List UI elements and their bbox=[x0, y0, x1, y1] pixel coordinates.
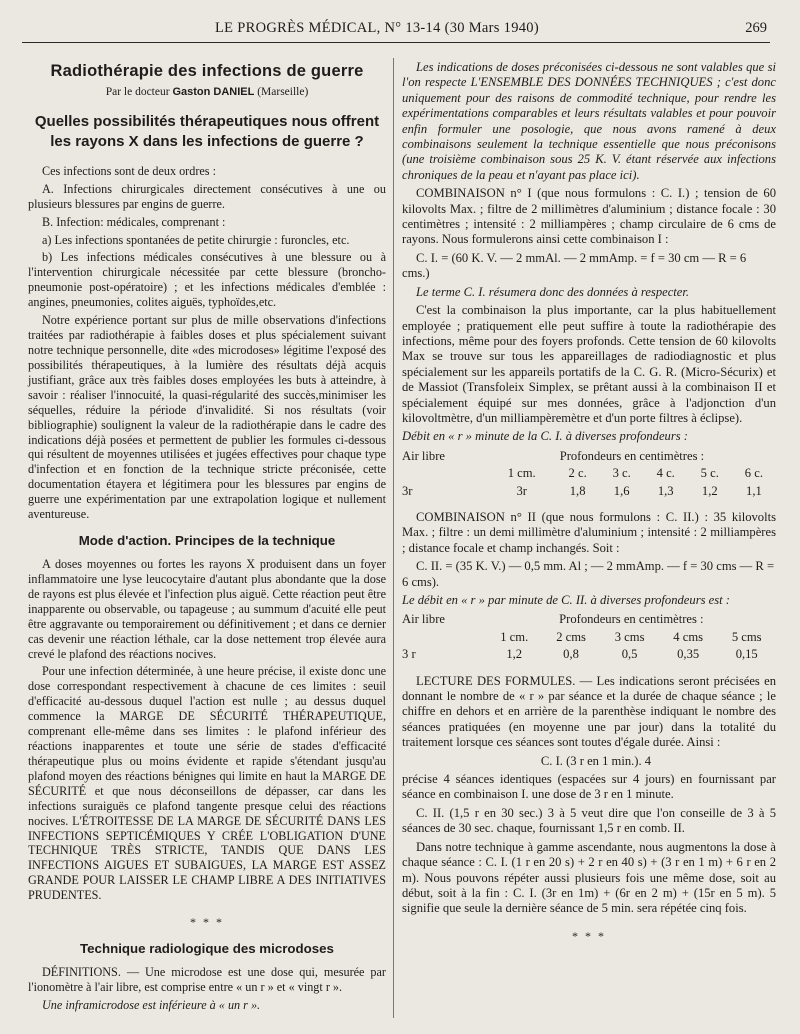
paragraph: LECTURE DES FORMULES. — Les indications seront précisées en donnant le nombre de « r » par séance et la durée de chaque séance ; le chiffre en dehors et en arrière de la parenthèse indiquant le nombre des séances pratiquées (en moyenne une par jour) dans la totalité du traitement lorsque ces séances sont toutes d'égale durée. Ainsi : bbox=[402, 673, 776, 750]
table-cell: 1,3 bbox=[657, 483, 674, 498]
author-affiliation: (Marseille) bbox=[257, 85, 309, 98]
paragraph: A. Infections chirurgicales directement consécutives à une ou plusieurs blessures par engins de guerre. bbox=[28, 181, 386, 211]
section-heading: Technique radiologique des microdoses bbox=[80, 941, 334, 957]
table-col-head: 3 cms bbox=[614, 629, 645, 644]
table-air-value: 3 r bbox=[402, 647, 416, 662]
right-column bbox=[402, 60, 776, 954]
paragraph: Dans notre technique à gamme ascendante, nous augmentons la dose à chaque séance : C. I. (1 r en 20 s) + 2 r en 40 s) + (3 r en 1 m) + 6 r en 2 m). Nous pouvons répéter aussi plusieurs fois une même dose, soit au début, soit à la fin : C. I. (3r en 1m) + (6r en 2 m) + (15r en 5 m). 5 signifie que seule la dernière séance de 5 min. sera répétée cinq fois. bbox=[402, 839, 776, 916]
table-col-head: 1 cm. bbox=[500, 629, 529, 644]
formula: C. I. = (60 K. V. — 2 mmAl. — 2 mmAmp. = f = 30 cm — R = 6 cms.) bbox=[402, 250, 747, 281]
paragraph: Notre expérience portant sur plus de mille observations d'infections traitées par radiothérapie à faibles doses et plus spécialement suivant notre technique personnelle, dite «des microdoses» légitime l'exposé des possibilités thérapeutiques, à la lumière des résultats déjà acquis justifiant, grâce aux très faibles doses employées les buts à atteindre, à savoir : réaliser l'innocuité, la quasi-régularité des succès,minimiser les séquelles, réduire la période d'invalidité. Si nos résultats (voir bibliographie) soulignent la valeur de la radiothérapie dans le cadre des indications déjà posées et permettent de publier les formules ci-dessous qui résultent de moyennes utilisées et jugées effectives pour chaque type d'infection et en fonction de la technique stricte préconisée, cette documentation étayera et légitimera pour les blessures par engins de guerre une expérimentation par une extrapolation logique et nullement aventureuse. bbox=[28, 313, 386, 522]
paragraph: Ces infections sont de deux ordres : bbox=[42, 163, 216, 178]
paragraph: b) Les infections médicales consécutives à une blessure ou à l'intervention chirurgicale nécessitée par cette blessure (broncho-pneumonie post-opératoire) ; et les infections médicales d'emblée : angines, pneumonies, colites aiguës, typhoïdes,etc. bbox=[28, 250, 386, 310]
column-divider bbox=[393, 58, 394, 1018]
table-col-head: 2 cms bbox=[556, 629, 586, 644]
table-cell: 1,2 bbox=[701, 483, 718, 498]
paragraph: DÉFINITIONS. — Une microdose est une dose qui, mesurée par l'ionomètre à l'air libre, est comprise entre « un r » et « vingt r ». bbox=[28, 965, 386, 994]
section-separator: * * * bbox=[572, 928, 606, 943]
table-col-head: 5 cms bbox=[731, 629, 762, 644]
paragraph: Le terme C. I. résumera donc des données à respecter. bbox=[416, 284, 690, 299]
paragraph: C. II. (1,5 r en 30 sec.) 3 à 5 veut dire que l'on conseille de 3 à 5 séances de 30 sec. chaque, fournissant 1,5 r en comb. II. bbox=[402, 805, 776, 836]
paragraph: Une inframicrodose est inférieure à « un r ». bbox=[42, 997, 261, 1012]
table-cell: 1,1 bbox=[746, 483, 762, 498]
article-subtitle: Quelles possibilités thérapeutiques nous offrent les rayons X dans les infections de guerre ? bbox=[34, 112, 380, 150]
paragraph: A doses moyennes ou fortes les rayons X produisent dans un foyer inflammatoire une lyse leucocytaire d'autant plus abondante que la dose de rayons est plus élevée et l'infection plus aiguë. Cette réaction peut être inapparente ou observable, ou tapageuse ; au summum d'acuité elle peut être aggravante ou temporairement ou définitivement ; et dans ce dernier cas devenir une réaction léthale, car la dose nettement trop élevée aura crevé le plafond des réactions nocives. bbox=[28, 556, 386, 661]
article-title: Radiothérapie des infections de guerre bbox=[50, 62, 364, 80]
paragraph: Les indications de doses préconisées ci-dessous ne sont valables que si l'on respecte L'ENSEMBLE DES DONNÉES TECHNIQUES ; c'est donc uniquement pour des raisons de commodité technique, pour rendre les expérimentations comparables et leurs résultats valables et pour pouvoir enfin formuler une posologie, que nous avons ramené à deux combinaisons seulement la technique essentielle que nous préconisons (une troisième combinaison sous 25 K. V. étant réservée aux infections chroniques de la peau et n'ayant pas place ici). bbox=[402, 60, 776, 182]
table-cell: 3r bbox=[516, 483, 527, 498]
table-col-head: 6 c. bbox=[744, 466, 763, 481]
byline bbox=[28, 85, 386, 100]
table-air-label: Air libre bbox=[402, 448, 446, 463]
header-rule bbox=[22, 42, 770, 43]
paragraph: a) Les infections spontanées de petite chirurgie : furoncles, etc. bbox=[42, 232, 350, 247]
section-heading: Mode d'action. Principes de la technique bbox=[78, 533, 336, 549]
author-name: Gaston DANIEL bbox=[172, 85, 255, 98]
paragraph: précise 4 séances identiques (espacées sur 4 jours) en fournissant par séance en combinaison I. une dose de 3 r en 1 minute. bbox=[402, 772, 776, 802]
table-cell: 1,6 bbox=[613, 483, 630, 498]
table-header: Profondeurs en centimètres : bbox=[559, 612, 704, 627]
table-col-head: 3 c. bbox=[612, 466, 631, 481]
table-cell: 0,35 bbox=[677, 647, 700, 662]
table-header: Profondeurs en centimètres : bbox=[559, 448, 705, 463]
table-cell: 1,8 bbox=[569, 483, 586, 498]
table-cell: 0,8 bbox=[563, 647, 579, 662]
formula: C. I. (3 r en 1 min.). 4 bbox=[540, 753, 652, 768]
byline-prefix: Par le docteur bbox=[105, 85, 170, 98]
paragraph: COMBINAISON n° I (que nous formulons : C. I.) ; tension de 60 kilovolts Max. ; filtre de 2 millimètres d'aluminium ; distance focale : 30 centimètres ; intensité : 2 milliampères ; champ circulaire de 6 cms de rayons. Nous formulerons ainsi cette combinaison I : bbox=[402, 186, 776, 247]
table-col-head: 4 cms bbox=[673, 629, 704, 644]
formula: C. II. = (35 K. V.) — 0,5 mm. Al ; — 2 mmAmp. — f = 30 cms — R = 6 cms). bbox=[402, 559, 775, 589]
paragraph: C'est la combinaison la plus importante, car la plus habituellement employée ; pratiquement elle peut suffire à toute la radiothérapie des infections, même pour des foyers profonds. Cette tension de 60 kilovolts Max se trouve sur tous les appareillages de radiodiagnostic et plus spécialement sur les appareils portatifs de la C. G. R. (Micro-Sécurix) et de Massiot (Transfoleix Simplex, se prêtant aussi à la combinaison II et spécialement équipé sur mes données, grâce à l'adjonction d'un kilovoltmètre, d'un milliampèremètre et d'un porte filtres à éclipse). bbox=[402, 303, 776, 425]
paragraph: COMBINAISON n° II (que nous formulons : C. II.) : 35 kilovolts Max. ; filtre : un demi millimètre d'aluminium ; intensité : 2 milliampères ; distance focale et champ inchangés. Soit : bbox=[402, 509, 776, 555]
table-air-label: Air libre bbox=[402, 612, 446, 627]
page-number: 269 bbox=[745, 20, 767, 36]
paragraph: B. Infection: médicales, comprenant : bbox=[42, 214, 226, 229]
left-column bbox=[28, 60, 386, 1016]
journal-title: LE PROGRÈS MÉDICAL, N° 13-14 (30 Mars 1940) bbox=[215, 20, 539, 36]
section-separator: * * * bbox=[190, 915, 224, 930]
table-col-head: 4 c. bbox=[656, 466, 675, 481]
table-col-head: 1 cm. bbox=[507, 466, 536, 481]
table-cell: 0,15 bbox=[735, 647, 758, 662]
table-title: Débit en « r » minute de la C. I. à diverses profondeurs : bbox=[402, 429, 689, 444]
dose-table-c2 bbox=[402, 611, 776, 663]
table-col-head: 5 c. bbox=[700, 466, 719, 481]
table-col-head: 2 c. bbox=[568, 466, 587, 481]
table-air-value: 3r bbox=[402, 483, 413, 498]
table-title: Le débit en « r » par minute de C. II. à diverses profondeurs est : bbox=[402, 593, 730, 607]
paragraph: Pour une infection déterminée, à une heure précise, il existe donc une dose correspondant respectivement à chacune de ces limites : seuil d'efficacité au-dessous duquel l'action est nulle ; au dessus duquel commence la MARGE DE SÉCURITÉ THÉRAPEUTIQUE, comprenant elle-même dans ses limites : le plafond inférieur des réactions inapparentes et toute une série de stades d'efficacité thérapeutique plus ou moins évidente et rapide s'étendant jusqu'au plafond moyen des réactions bénignes qui limite en haut la MARGE DE SÉCURITÉ et que nous déconseillons de dépasser, car dans les infections suraiguës ce plafond tangente presque celui des réactions nocives. L'ÉTROITESSE DE LA MARGE DE SÉCURITÉ DANS LES INFECTIONS SEPTICÉMIQUES Y CRÉE L'OBLIGATION D'UNE TECHNIQUE TRÈS STRICTE, TANDIS QUE DANS LES INFECTIONS AIGUES ET SUBAIGUES, LA MARGE EST ASSEZ GRANDE POUR LAISSER LE CHAMP LIBRE A DES INITIATIVES PRUDENTES. bbox=[28, 664, 386, 903]
table-cell: 1,2 bbox=[506, 647, 523, 662]
running-header bbox=[0, 20, 800, 38]
dose-table-c1 bbox=[402, 448, 776, 500]
table-cell: 0,5 bbox=[621, 647, 638, 662]
